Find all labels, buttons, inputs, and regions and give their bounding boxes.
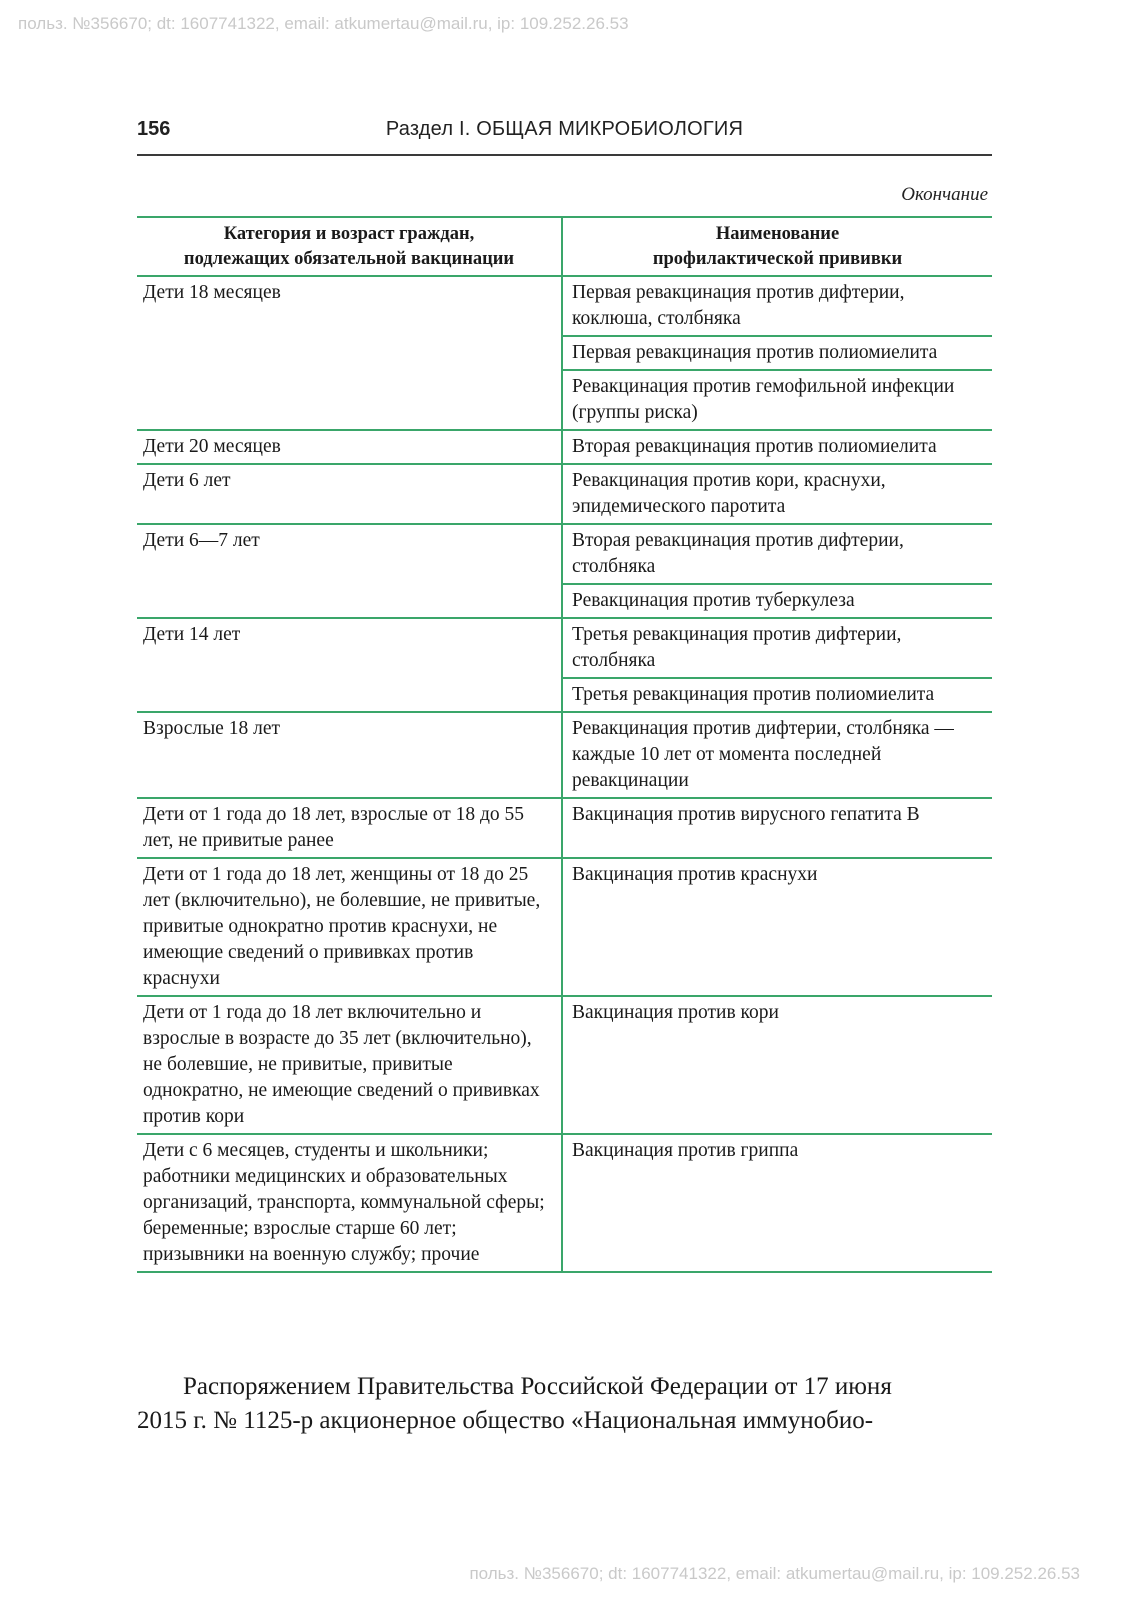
- vaccination-cell: Ревакцинация против туберкулеза: [562, 584, 992, 618]
- table-row: [137, 464, 992, 524]
- table-row: [137, 618, 992, 678]
- vaccination-cell: Вторая ревакцинация против дифтерии, столбняка: [562, 524, 992, 584]
- vaccination-cell: Ревакцинация против кори, краснухи, эпидемического паротита: [562, 464, 992, 524]
- watermark-top: польз. №356670; dt: 1607741322, email: atkumertau@mail.ru, ip: 109.252.26.53: [18, 14, 629, 33]
- table-row: [137, 524, 992, 584]
- category-cell: Дети с 6 месяцев, студенты и школьники; работники медицинских и образовательных организаций, транспорта, коммунальной сферы; беременные; взрослые старше 60 лет; призывники на военную службу; прочие: [137, 1134, 562, 1272]
- category-cell: Дети 14 лет: [137, 618, 562, 712]
- vaccination-cell: Первая ревакцинация против полиомиелита: [562, 336, 992, 370]
- category-cell: Дети от 1 года до 18 лет, женщины от 18 до 25 лет (включительно), не болевшие, не привитые, привитые однократно против краснухи, не имеющие сведений о прививках против краснухи: [137, 858, 562, 996]
- table-continuation-caption: Окончание: [901, 184, 988, 205]
- table-row: [137, 430, 992, 464]
- category-cell: Дети 20 месяцев: [137, 430, 562, 464]
- vaccination-cell: Вакцинация против гриппа: [562, 1134, 992, 1272]
- category-cell: Дети от 1 года до 18 лет, взрослые от 18 до 55 лет, не привитые ранее: [137, 798, 562, 858]
- body-line: 2015 г. № 1125-р акционерное общество «Национальная иммунобио-: [137, 1407, 874, 1434]
- table-row: [137, 276, 992, 336]
- table-row: [137, 858, 992, 996]
- category-cell: Взрослые 18 лет: [137, 712, 562, 798]
- vaccination-cell: Третья ревакцинация против полиомиелита: [562, 678, 992, 712]
- body-line: Распоряжением Правительства Российской Федерации от 17 июня: [183, 1373, 892, 1400]
- header-vaccination: [562, 217, 992, 276]
- vaccination-schedule-table: [137, 216, 992, 1273]
- running-title: Раздел I. ОБЩАЯ МИКРОБИОЛОГИЯ: [385, 118, 744, 140]
- table-row: [137, 798, 992, 858]
- table-row: [137, 1134, 992, 1272]
- vaccination-cell: Первая ревакцинация против дифтерии, коклюша, столбняка: [562, 276, 992, 336]
- vaccination-cell: Вакцинация против кори: [562, 996, 992, 1134]
- header-category-line2: подлежащих обязательной вакцинации: [183, 249, 515, 269]
- vaccination-cell: Третья ревакцинация против дифтерии, столбняка: [562, 618, 992, 678]
- category-cell: Дети 6 лет: [137, 464, 562, 524]
- vaccination-cell: Вторая ревакцинация против полиомиелита: [562, 430, 992, 464]
- vaccination-cell: Вакцинация против краснухи: [562, 858, 992, 996]
- category-cell: Дети от 1 года до 18 лет включительно и взрослые в возрасте до 35 лет (включительно), не болевшие, не привитые, привитые однократно, не имеющие сведений о прививках против кори: [137, 996, 562, 1134]
- category-cell: Дети 18 месяцев: [137, 276, 562, 430]
- body-paragraph: [137, 1370, 992, 1438]
- header-vaccination-line2: профилактической прививки: [652, 249, 903, 269]
- page-number: 156: [137, 118, 171, 140]
- vaccination-cell: Ревакцинация против гемофильной инфекции (группы риска): [562, 370, 992, 430]
- table-row: [137, 996, 992, 1134]
- table-row: [137, 712, 992, 798]
- header-category: [137, 217, 562, 276]
- watermark-bottom: польз. №356670; dt: 1607741322, email: atkumertau@mail.ru, ip: 109.252.26.53: [469, 1564, 1080, 1583]
- vaccination-cell: Вакцинация против вирусного гепатита В: [562, 798, 992, 858]
- page-header: [137, 116, 992, 156]
- header-category-line1: Категория и возраст граждан,: [223, 224, 475, 244]
- vaccination-cell: Ревакцинация против дифтерии, столбняка — каждые 10 лет от момента последней ревакцинации: [562, 712, 992, 798]
- header-vaccination-line1: Наименование: [715, 224, 840, 244]
- category-cell: Дети 6—7 лет: [137, 524, 562, 618]
- table-header-row: [137, 217, 992, 276]
